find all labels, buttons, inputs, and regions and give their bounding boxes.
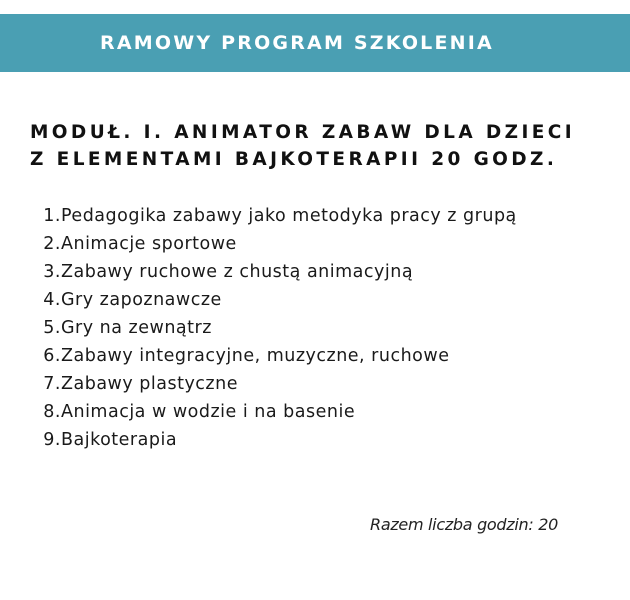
title-banner	[0, 14, 630, 72]
list-item	[34, 314, 517, 342]
list-item-number: 3.	[43, 262, 61, 282]
list-item-number: 5.	[43, 318, 61, 338]
list-item-number: 7.	[43, 374, 61, 394]
list-item-label: Gry na zewnątrz	[61, 318, 212, 338]
module-heading-line-2: Z ELEMENTAMI BAJKOTERAPII 20 GODZ.	[30, 149, 558, 170]
list-item	[34, 286, 517, 314]
list-item-label: Zabawy integracyjne, muzyczne, ruchowe	[61, 346, 450, 366]
total-hours-summary: Razem liczba godzin: 20	[370, 515, 558, 534]
list-item-label: Animacja w wodzie i na basenie	[61, 402, 356, 422]
list-item	[34, 230, 517, 258]
list-item-label: Bajkoterapia	[61, 430, 178, 450]
list-item	[34, 426, 517, 454]
list-item-label: Gry zapoznawcze	[61, 290, 222, 310]
list-item	[34, 342, 517, 370]
list-item-number: 2.	[43, 234, 61, 254]
list-item-label: Animacje sportowe	[61, 234, 237, 254]
list-item-number: 8.	[43, 402, 61, 422]
list-item-number: 9.	[43, 430, 61, 450]
list-item	[34, 398, 517, 426]
topic-list	[34, 202, 517, 454]
list-item-number: 4.	[43, 290, 61, 310]
list-item	[34, 258, 517, 286]
page-title: RAMOWY PROGRAM SZKOLENIA	[100, 32, 494, 54]
list-item-label: Zabawy ruchowe z chustą animacyjną	[61, 262, 414, 282]
list-item-number: 1.	[43, 206, 61, 226]
module-heading	[30, 119, 575, 173]
list-item	[34, 370, 517, 398]
list-item-number: 6.	[43, 346, 61, 366]
list-item	[34, 202, 517, 230]
list-item-label: Pedagogika zabawy jako metodyka pracy z grupą	[61, 206, 517, 226]
list-item-label: Zabawy plastyczne	[61, 374, 238, 394]
module-heading-line-1: MODUŁ. I. ANIMATOR ZABAW DLA DZIECI	[30, 122, 576, 143]
